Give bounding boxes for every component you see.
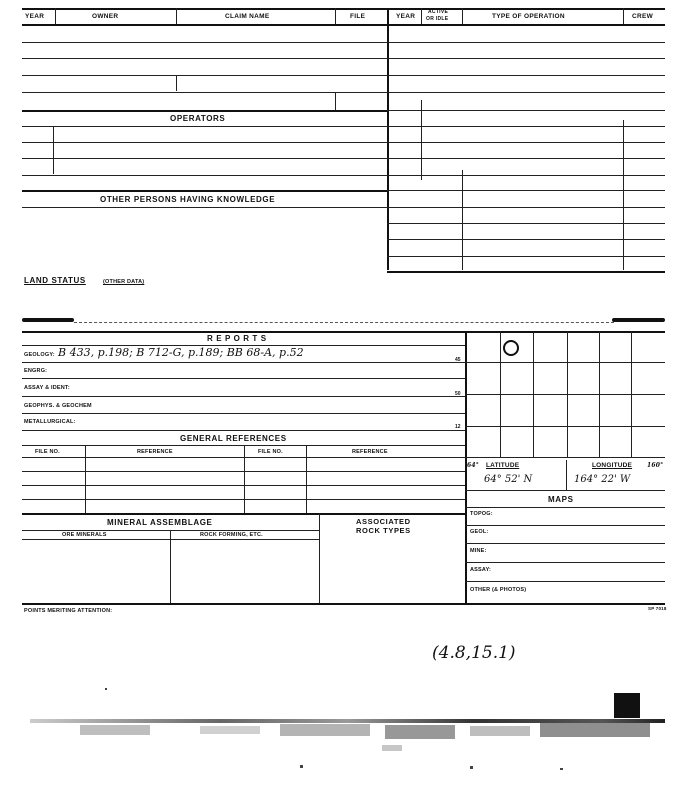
handwritten-coordinates: (4.8,15.1)	[432, 643, 516, 663]
col-claim-name: CLAIM NAME	[225, 13, 270, 20]
assoc-rock-types-1: ASSOCIATED	[356, 517, 411, 526]
refs-col-ref-2: REFERENCE	[352, 449, 388, 455]
col-owner: OWNER	[92, 13, 119, 20]
maps-assay: ASSAY:	[470, 567, 492, 573]
land-status-note: (OTHER DATA)	[103, 279, 145, 285]
geology-value: B 433, p.198; B 712-G, p.189; BB 68-A, p.52	[58, 346, 304, 359]
col-idle: OR IDLE	[426, 16, 449, 22]
latitude-label: LATITUDE	[486, 462, 520, 469]
metallurgical-num: 12	[455, 424, 461, 430]
refs-col-file-1: FILE NO.	[35, 449, 60, 455]
location-mark	[503, 340, 519, 356]
points-meriting-attention: POINTS MERITING ATTENTION:	[24, 608, 113, 614]
reports-title: R E P O R T S	[207, 334, 267, 343]
general-refs-title: GENERAL REFERENCES	[180, 434, 287, 443]
refs-col-file-2: FILE NO.	[258, 449, 283, 455]
longitude-value: 164° 22' W	[574, 474, 631, 485]
rock-forming-label: ROCK FORMING, ETC.	[200, 532, 263, 538]
others-title: OTHER PERSONS HAVING KNOWLEDGE	[100, 195, 276, 204]
lon-suffix: 160°	[647, 462, 664, 469]
longitude-label: LONGITUDE	[592, 462, 633, 469]
latitude-value: 64° 52' N	[484, 474, 533, 485]
ore-minerals-label: ORE MINERALS	[62, 532, 107, 538]
land-status: LAND STATUS	[24, 276, 86, 285]
col-active: ACTIVE	[428, 9, 449, 15]
maps-mine: MINE:	[470, 548, 487, 554]
engrg-label: ENGRG:	[24, 368, 48, 374]
geophys-label: GEOPHYS. & GEOCHEM	[24, 403, 92, 409]
lat-prefix: 64°	[467, 462, 479, 469]
assay-ident-label: ASSAY & IDENT:	[24, 385, 70, 391]
col-file: FILE	[350, 13, 366, 20]
operators-title: OPERATORS	[170, 114, 226, 123]
maps-topog: TOPOG:	[470, 511, 493, 517]
col-year-right: YEAR	[396, 13, 416, 20]
metallurgical-label: METALLURGICAL:	[24, 419, 76, 425]
maps-geol: GEOL:	[470, 529, 489, 535]
geology-num: 45	[455, 357, 461, 363]
geology-label: GEOLOGY:	[24, 352, 55, 358]
col-year: YEAR	[25, 13, 45, 20]
assay-num: 50	[455, 391, 461, 397]
col-crew: CREW	[632, 13, 654, 20]
form-number: SP 7018	[648, 606, 667, 611]
assoc-rock-types-2: ROCK TYPES	[356, 526, 411, 535]
maps-title: MAPS	[548, 495, 574, 504]
maps-other: OTHER (& PHOTOS)	[470, 587, 527, 593]
col-type-of-operation: TYPE OF OPERATION	[492, 13, 565, 20]
mineral-title: MINERAL ASSEMBLAGE	[107, 518, 213, 527]
refs-col-ref-1: REFERENCE	[137, 449, 173, 455]
